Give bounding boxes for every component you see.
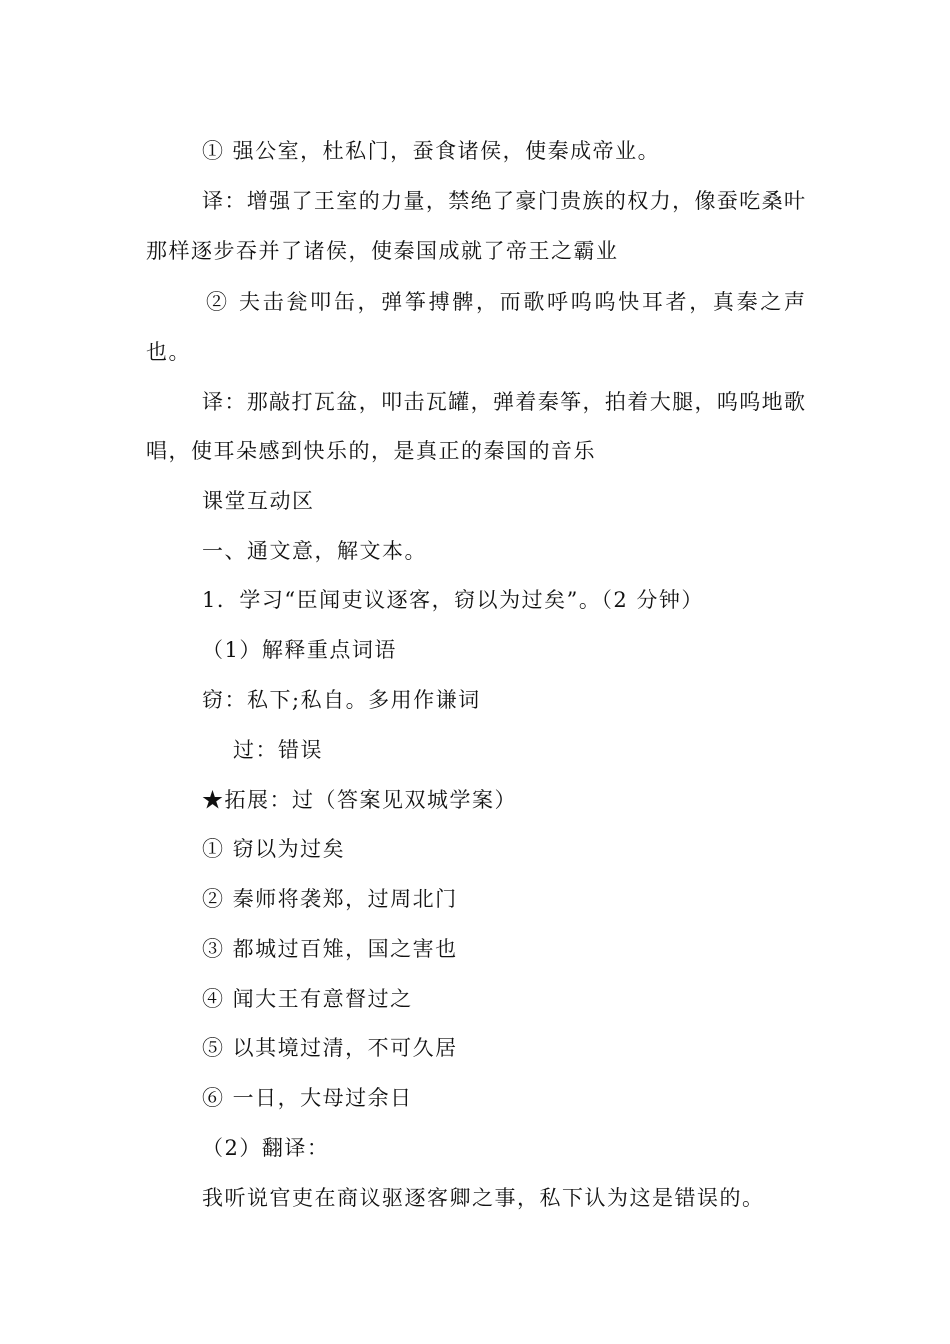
list-item: ③ 都城过百雉，国之害也 [202, 937, 458, 961]
text-line-4: ② 夫击瓮叩缶，弹筝搏髀，而歌呼呜呜快耳者，真秦之声 [206, 290, 805, 314]
subsection-heading: 一、通文意，解文本。 [202, 539, 427, 563]
list-item: ⑤ 以其境过清，不可久居 [202, 1036, 458, 1060]
list-item: ② 秦师将袭郑，过周北门 [202, 887, 458, 911]
text-line-6: 译：那敲打瓦盆，叩击瓦罐，弹着秦筝，拍着大腿，呜呜地歌 [202, 390, 805, 414]
text-line-3: 那样逐步吞并了诸侯，使秦国成就了帝王之霸业 [146, 239, 619, 263]
text-line-14: ★拓展：过（答案见双城学案） [202, 788, 517, 812]
text-line-1: ① 强公室，杜私门，蚕食诸侯，使秦成帝业。 [202, 139, 661, 163]
text-line-13: 过：错误 [233, 738, 323, 762]
text-line-5: 也。 [146, 340, 191, 364]
list-item: ④ 闻大王有意督过之 [202, 987, 413, 1011]
list-item: ① 窃以为过矣 [202, 837, 346, 861]
text-line-12: 窃：私下;私自。多用作谦词 [202, 688, 481, 712]
section-heading: 课堂互动区 [202, 489, 315, 513]
text-line-21: （2）翻译： [202, 1136, 330, 1160]
list-item: ⑥ 一日，大母过余日 [202, 1086, 413, 1110]
text-line-7: 唱，使耳朵感到快乐的，是真正的秦国的音乐 [146, 439, 596, 463]
exercise-title: 1．学习“臣闻吏议逐客，窃以为过矣”。（2 分钟） [202, 588, 704, 612]
text-line-2: 译：增强了王室的力量，禁绝了豪门贵族的权力，像蚕吃桑叶 [202, 189, 805, 213]
text-line-22: 我听说官吏在商议驱逐客卿之事，私下认为这是错误的。 [202, 1186, 765, 1210]
text-line-11: （1）解释重点词语 [202, 638, 397, 662]
